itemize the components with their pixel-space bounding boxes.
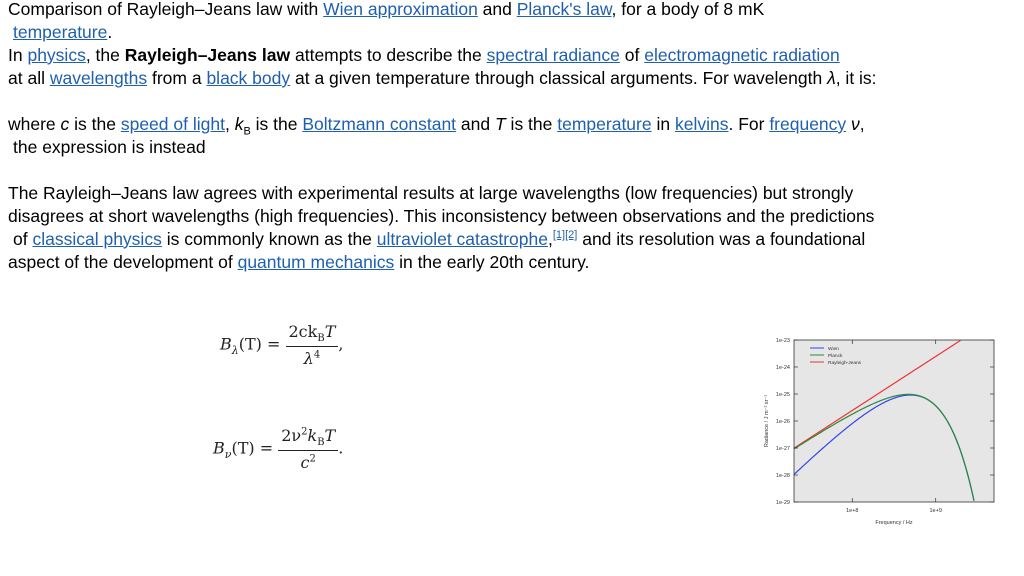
y-tick-label: 1e-27 <box>775 446 790 452</box>
link-wien-approximation[interactable]: Wien approximation <box>323 0 478 19</box>
text: of <box>13 229 33 249</box>
x-tick-label: 1e+8 <box>846 508 859 514</box>
formula-fraction <box>278 426 338 472</box>
caption-text: and <box>477 0 517 19</box>
reference-2[interactable]: [2] <box>565 229 578 242</box>
figure-caption-cont <box>13 21 112 43</box>
text: , <box>548 229 553 249</box>
text: is the <box>505 114 558 134</box>
formula-lhs-arg: (T) = <box>238 334 281 354</box>
formula-numerator-sub: B <box>317 333 325 345</box>
y-tick-label: 1e-28 <box>775 473 790 479</box>
text: in <box>651 114 675 134</box>
text: . For <box>728 114 770 134</box>
paragraph-catastrophe-line1 <box>8 182 853 204</box>
text: the expression is instead <box>13 137 206 157</box>
text: and its resolution was a foundational <box>577 229 866 249</box>
text: is the <box>250 114 303 134</box>
text: attempts to describe the <box>290 45 487 65</box>
text: where <box>8 114 61 134</box>
formula-subscript: ν <box>224 447 232 461</box>
paragraph-intro-line1 <box>8 44 840 66</box>
text: , the <box>85 45 125 65</box>
text: , <box>859 114 865 134</box>
paragraph-catastrophe-line3 <box>13 228 865 250</box>
legend-label: Wien <box>828 346 839 352</box>
reference-1[interactable]: [1] <box>552 229 566 242</box>
formula-lhs-arg: (T) = <box>231 438 274 458</box>
symbol-t: T <box>494 114 506 134</box>
link-wavelengths[interactable]: wavelengths <box>49 68 148 88</box>
x-axis-label: Frequency / Hz <box>875 520 913 526</box>
formula-b: B <box>213 438 225 458</box>
y-axis-label: Radiance / J m⁻² sr⁻¹ <box>764 394 770 448</box>
formula-frequency <box>213 426 343 472</box>
paragraph-catastrophe-line2 <box>8 205 874 227</box>
text: disagrees at short wavelengths (high frequencies). This inconsistency between observations and the predictions <box>8 206 875 226</box>
caption-text: , for a body of 8 mK <box>611 0 765 19</box>
text: is commonly known as the <box>161 229 377 249</box>
formula-denominator: λ <box>303 349 314 369</box>
caption-text: . <box>107 22 113 42</box>
y-tick-label: 1e-29 <box>775 500 790 506</box>
symbol-k: k <box>234 114 244 134</box>
text: , <box>224 114 235 134</box>
text: from a <box>147 68 207 88</box>
radiance-chart <box>756 330 1006 530</box>
x-tick-label: 1e+9 <box>929 508 942 514</box>
link-temperature-2[interactable]: temperature <box>557 114 652 134</box>
y-tick-label: 1e-26 <box>775 419 790 425</box>
caption-text: Comparison of Rayleigh–Jeans law with <box>8 0 324 19</box>
formula-subscript: λ <box>231 343 239 357</box>
link-quantum-mechanics[interactable]: quantum mechanics <box>237 252 395 272</box>
text: and <box>456 114 495 134</box>
link-electromagnetic-radiation[interactable]: electromagnetic radiation <box>644 45 840 65</box>
formula-denominator-sup: 4 <box>313 349 321 361</box>
text: at a given temperature through classical arguments. For wavelength <box>290 68 828 88</box>
link-classical-physics[interactable]: classical physics <box>32 229 162 249</box>
text: The Rayleigh–Jeans law agrees with experimental results at large wavelengths (low frequencies) but strongly <box>8 183 854 203</box>
link-frequency[interactable]: frequency <box>769 114 847 134</box>
link-temperature[interactable]: temperature <box>13 22 108 42</box>
link-boltzmann-constant[interactable]: Boltzmann constant <box>302 114 457 134</box>
figure-caption <box>8 0 764 20</box>
formula-trail: . <box>338 438 344 458</box>
text: In <box>8 45 28 65</box>
paragraph-catastrophe-line4 <box>8 251 589 273</box>
formula-numerator-end: T <box>324 322 336 341</box>
term-rayleigh-jeans-law: Rayleigh–Jeans law <box>124 45 291 65</box>
formula-denominator: c <box>300 453 310 473</box>
y-tick-label: 1e-24 <box>775 365 790 371</box>
link-kelvins[interactable]: kelvins <box>674 114 729 134</box>
text: in the early 20th century. <box>394 252 590 272</box>
formula-numerator-sup: 2 <box>301 426 308 438</box>
symbol-lambda: λ <box>827 68 836 88</box>
link-speed-of-light[interactable]: speed of light <box>120 114 225 134</box>
radiance-chart-svg <box>756 330 1006 530</box>
y-tick-label: 1e-25 <box>775 392 790 398</box>
paragraph-intro-line2 <box>8 67 877 89</box>
formula-denominator-sup: 2 <box>309 453 316 465</box>
plot-area <box>794 340 994 502</box>
formula-wavelength <box>220 322 343 368</box>
link-spectral-radiance[interactable]: spectral radiance <box>486 45 620 65</box>
formula-numerator: 2ck <box>288 322 318 341</box>
text: aspect of the development of <box>8 252 238 272</box>
paragraph-variables-line1 <box>8 113 865 138</box>
legend-label: Rayleigh-Jeans <box>828 360 862 366</box>
paragraph-variables-line2 <box>13 136 206 158</box>
link-plancks-law[interactable]: Planck's law <box>516 0 612 19</box>
text: , it is: <box>835 68 877 88</box>
y-tick-label: 1e-23 <box>775 338 790 344</box>
text: is the <box>69 114 121 134</box>
formula-numerator-mid: k <box>307 426 318 445</box>
formula-numerator-end: T <box>324 426 336 445</box>
formula-fraction <box>286 322 339 368</box>
legend-label: Planck <box>828 353 843 359</box>
formula-b: B <box>220 334 232 354</box>
link-ultraviolet-catastrophe[interactable]: ultraviolet catastrophe <box>376 229 548 249</box>
symbol-nu: ν <box>851 114 860 134</box>
text: at all <box>8 68 50 88</box>
formula-numerator: 2ν <box>281 426 302 445</box>
link-black-body[interactable]: black body <box>206 68 291 88</box>
symbol-k-subscript: B <box>243 125 251 138</box>
formula-trail: , <box>338 334 344 354</box>
link-physics[interactable]: physics <box>27 45 86 65</box>
formula-numerator-sub: B <box>317 437 325 449</box>
text: of <box>619 45 645 65</box>
symbol-c: c <box>60 114 70 134</box>
